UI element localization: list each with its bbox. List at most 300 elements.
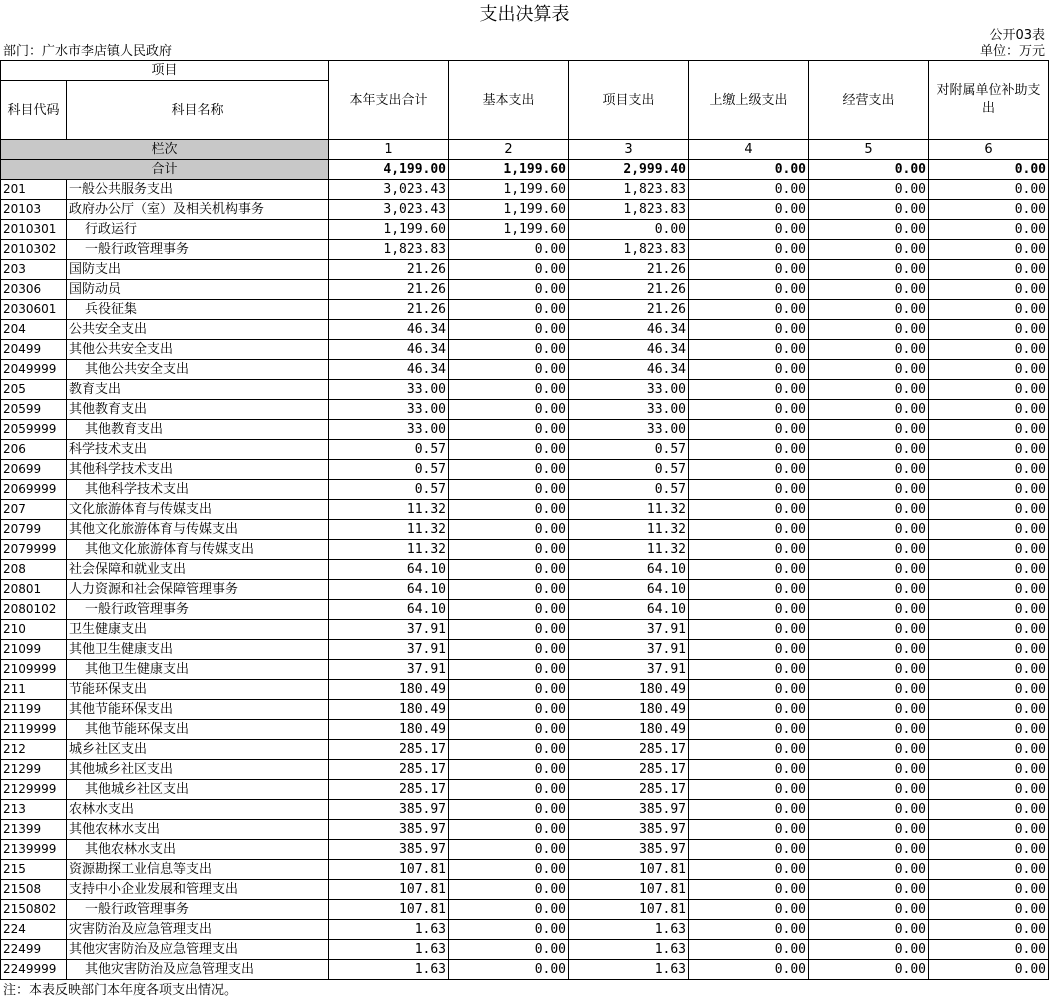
subject-code-cell[interactable]: 20699 — [1, 460, 67, 480]
subject-code-cell[interactable]: 20799 — [1, 520, 67, 540]
amount-cell[interactable]: 0.00 — [809, 840, 929, 860]
amount-cell[interactable]: 33.00 — [569, 380, 689, 400]
amount-cell[interactable]: 285.17 — [329, 740, 449, 760]
amount-cell[interactable]: 0.00 — [449, 240, 569, 260]
amount-cell[interactable]: 0.00 — [449, 960, 569, 980]
amount-cell[interactable]: 0.00 — [689, 760, 809, 780]
subject-name-cell[interactable]: 其他教育支出 — [67, 420, 329, 440]
subject-code-cell[interactable]: 2119999 — [1, 720, 67, 740]
subject-code-cell[interactable]: 215 — [1, 860, 67, 880]
amount-cell[interactable]: 64.10 — [569, 600, 689, 620]
amount-cell[interactable]: 0.00 — [929, 840, 1049, 860]
amount-cell[interactable]: 0.00 — [809, 760, 929, 780]
subject-code-cell[interactable]: 2059999 — [1, 420, 67, 440]
amount-cell[interactable]: 0.57 — [569, 480, 689, 500]
subject-name-cell[interactable]: 其他文化旅游体育与传媒支出 — [67, 540, 329, 560]
amount-cell[interactable]: 0.00 — [929, 920, 1049, 940]
amount-cell[interactable]: 0.00 — [929, 680, 1049, 700]
subject-name-cell[interactable]: 其他农林水支出 — [67, 840, 329, 860]
amount-cell[interactable]: 0.00 — [929, 280, 1049, 300]
subject-name-cell[interactable]: 其他教育支出 — [67, 400, 329, 420]
amount-cell[interactable]: 385.97 — [329, 800, 449, 820]
amount-cell[interactable]: 1.63 — [569, 920, 689, 940]
subject-name-cell[interactable]: 灾害防治及应急管理支出 — [67, 920, 329, 940]
subject-code-cell[interactable]: 2049999 — [1, 360, 67, 380]
amount-cell[interactable]: 1,199.60 — [449, 180, 569, 200]
amount-cell[interactable]: 0.00 — [929, 900, 1049, 920]
amount-cell[interactable]: 0.00 — [809, 500, 929, 520]
subject-code-cell[interactable]: 2129999 — [1, 780, 67, 800]
amount-cell[interactable]: 11.32 — [569, 500, 689, 520]
amount-cell[interactable]: 0.00 — [929, 580, 1049, 600]
amount-cell[interactable]: 0.00 — [689, 740, 809, 760]
amount-cell[interactable]: 37.91 — [329, 660, 449, 680]
subject-name-cell[interactable]: 其他城乡社区支出 — [67, 780, 329, 800]
amount-cell[interactable]: 0.00 — [449, 720, 569, 740]
amount-cell[interactable]: 0.00 — [689, 880, 809, 900]
amount-cell[interactable]: 0.00 — [689, 620, 809, 640]
amount-cell[interactable]: 0.00 — [689, 320, 809, 340]
subject-name-cell[interactable]: 其他文化旅游体育与传媒支出 — [67, 520, 329, 540]
subject-name-cell[interactable]: 人力资源和社会保障管理事务 — [67, 580, 329, 600]
amount-cell[interactable]: 0.00 — [689, 280, 809, 300]
amount-cell[interactable]: 0.00 — [689, 260, 809, 280]
amount-cell[interactable]: 0.00 — [449, 340, 569, 360]
amount-cell[interactable]: 0.00 — [809, 580, 929, 600]
amount-cell[interactable]: 0.00 — [929, 960, 1049, 980]
amount-cell[interactable]: 64.10 — [329, 580, 449, 600]
amount-cell[interactable]: 0.00 — [689, 520, 809, 540]
amount-cell[interactable]: 0.00 — [689, 200, 809, 220]
amount-cell[interactable]: 0.00 — [689, 660, 809, 680]
amount-cell[interactable]: 0.00 — [449, 300, 569, 320]
amount-cell[interactable]: 0.00 — [809, 320, 929, 340]
amount-cell[interactable]: 180.49 — [569, 700, 689, 720]
amount-cell[interactable]: 0.00 — [929, 740, 1049, 760]
amount-cell[interactable]: 0.00 — [929, 240, 1049, 260]
amount-cell[interactable]: 21.26 — [329, 280, 449, 300]
amount-cell[interactable]: 0.57 — [569, 440, 689, 460]
amount-cell[interactable]: 0.00 — [809, 360, 929, 380]
amount-cell[interactable]: 33.00 — [329, 420, 449, 440]
amount-cell[interactable]: 0.00 — [929, 640, 1049, 660]
amount-cell[interactable]: 0.00 — [449, 400, 569, 420]
subject-code-cell[interactable]: 20306 — [1, 280, 67, 300]
amount-cell[interactable]: 11.32 — [329, 540, 449, 560]
amount-cell[interactable]: 0.00 — [929, 360, 1049, 380]
amount-cell[interactable]: 37.91 — [569, 620, 689, 640]
amount-cell[interactable]: 0.00 — [809, 400, 929, 420]
subject-code-cell[interactable]: 20599 — [1, 400, 67, 420]
subject-name-cell[interactable]: 其他灾害防治及应急管理支出 — [67, 940, 329, 960]
amount-cell[interactable]: 1,199.60 — [449, 200, 569, 220]
subject-name-cell[interactable]: 一般行政管理事务 — [67, 240, 329, 260]
amount-cell[interactable]: 0.00 — [929, 540, 1049, 560]
amount-cell[interactable]: 1,823.83 — [329, 240, 449, 260]
amount-cell[interactable]: 385.97 — [569, 820, 689, 840]
subject-name-cell[interactable]: 农林水支出 — [67, 800, 329, 820]
amount-cell[interactable]: 0.00 — [449, 620, 569, 640]
amount-cell[interactable]: 0.00 — [689, 840, 809, 860]
subject-code-cell[interactable]: 203 — [1, 260, 67, 280]
subject-code-cell[interactable]: 211 — [1, 680, 67, 700]
subject-name-cell[interactable]: 政府办公厅（室）及相关机构事务 — [67, 200, 329, 220]
subject-name-cell[interactable]: 其他卫生健康支出 — [67, 660, 329, 680]
amount-cell[interactable]: 11.32 — [329, 500, 449, 520]
amount-cell[interactable]: 0.00 — [809, 780, 929, 800]
amount-cell[interactable]: 0.00 — [689, 960, 809, 980]
amount-cell[interactable]: 0.00 — [929, 760, 1049, 780]
amount-cell[interactable]: 0.00 — [929, 480, 1049, 500]
amount-cell[interactable]: 107.81 — [329, 880, 449, 900]
amount-cell[interactable]: 0.00 — [689, 800, 809, 820]
amount-cell[interactable]: 0.00 — [689, 180, 809, 200]
subject-code-cell[interactable]: 21099 — [1, 640, 67, 660]
amount-cell[interactable]: 0.00 — [449, 920, 569, 940]
amount-cell[interactable]: 0.00 — [929, 340, 1049, 360]
amount-cell[interactable]: 0.00 — [929, 180, 1049, 200]
amount-cell[interactable]: 33.00 — [329, 380, 449, 400]
amount-cell[interactable]: 0.00 — [929, 660, 1049, 680]
amount-cell[interactable]: 0.00 — [449, 660, 569, 680]
amount-cell[interactable]: 180.49 — [569, 680, 689, 700]
amount-cell[interactable]: 0.00 — [929, 800, 1049, 820]
subject-name-cell[interactable]: 公共安全支出 — [67, 320, 329, 340]
amount-cell[interactable]: 0.00 — [809, 880, 929, 900]
subject-code-cell[interactable]: 2109999 — [1, 660, 67, 680]
amount-cell[interactable]: 0.00 — [689, 540, 809, 560]
amount-cell[interactable]: 0.00 — [809, 440, 929, 460]
amount-cell[interactable]: 0.00 — [689, 460, 809, 480]
amount-cell[interactable]: 0.00 — [449, 480, 569, 500]
amount-cell[interactable]: 0.00 — [809, 520, 929, 540]
amount-cell[interactable]: 0.00 — [449, 760, 569, 780]
amount-cell[interactable]: 0.00 — [449, 500, 569, 520]
amount-cell[interactable]: 21.26 — [329, 300, 449, 320]
amount-cell[interactable]: 0.00 — [449, 580, 569, 600]
amount-cell[interactable]: 0.00 — [689, 340, 809, 360]
subject-code-cell[interactable]: 2069999 — [1, 480, 67, 500]
amount-cell[interactable]: 385.97 — [329, 840, 449, 860]
amount-cell[interactable]: 0.00 — [809, 340, 929, 360]
subject-code-cell[interactable]: 2030601 — [1, 300, 67, 320]
amount-cell[interactable]: 385.97 — [569, 840, 689, 860]
subject-code-cell[interactable]: 212 — [1, 740, 67, 760]
subject-name-cell[interactable]: 其他灾害防治及应急管理支出 — [67, 960, 329, 980]
subject-code-cell[interactable]: 20499 — [1, 340, 67, 360]
amount-cell[interactable]: 0.00 — [929, 720, 1049, 740]
amount-cell[interactable]: 1,823.83 — [569, 240, 689, 260]
amount-cell[interactable]: 37.91 — [569, 660, 689, 680]
amount-cell[interactable]: 64.10 — [569, 580, 689, 600]
amount-cell[interactable]: 0.00 — [809, 560, 929, 580]
amount-cell[interactable]: 0.00 — [449, 380, 569, 400]
subject-code-cell[interactable]: 205 — [1, 380, 67, 400]
amount-cell[interactable]: 33.00 — [569, 420, 689, 440]
amount-cell[interactable]: 285.17 — [569, 780, 689, 800]
subject-name-cell[interactable]: 城乡社区支出 — [67, 740, 329, 760]
amount-cell[interactable]: 0.00 — [449, 600, 569, 620]
amount-cell[interactable]: 0.00 — [689, 920, 809, 940]
amount-cell[interactable]: 0.00 — [929, 460, 1049, 480]
amount-cell[interactable]: 21.26 — [329, 260, 449, 280]
amount-cell[interactable]: 0.00 — [569, 220, 689, 240]
amount-cell[interactable]: 21.26 — [569, 300, 689, 320]
subject-code-cell[interactable]: 2010301 — [1, 220, 67, 240]
amount-cell[interactable]: 1.63 — [329, 920, 449, 940]
amount-cell[interactable]: 107.81 — [569, 880, 689, 900]
amount-cell[interactable]: 0.00 — [809, 900, 929, 920]
amount-cell[interactable]: 0.00 — [809, 480, 929, 500]
amount-cell[interactable]: 0.00 — [689, 940, 809, 960]
amount-cell[interactable]: 0.00 — [449, 460, 569, 480]
subject-code-cell[interactable]: 21299 — [1, 760, 67, 780]
subject-name-cell[interactable]: 其他公共安全支出 — [67, 360, 329, 380]
amount-cell[interactable]: 385.97 — [329, 820, 449, 840]
amount-cell[interactable]: 0.00 — [809, 920, 929, 940]
amount-cell[interactable]: 0.00 — [929, 260, 1049, 280]
amount-cell[interactable]: 0.00 — [809, 680, 929, 700]
amount-cell[interactable]: 0.57 — [329, 440, 449, 460]
amount-cell[interactable]: 0.00 — [929, 620, 1049, 640]
amount-cell[interactable]: 0.00 — [689, 220, 809, 240]
amount-cell[interactable]: 0.00 — [809, 740, 929, 760]
subject-name-cell[interactable]: 一般行政管理事务 — [67, 600, 329, 620]
amount-cell[interactable]: 37.91 — [569, 640, 689, 660]
amount-cell[interactable]: 0.00 — [929, 220, 1049, 240]
amount-cell[interactable]: 0.00 — [449, 740, 569, 760]
amount-cell[interactable]: 0.00 — [809, 540, 929, 560]
amount-cell[interactable]: 0.00 — [809, 240, 929, 260]
amount-cell[interactable]: 180.49 — [329, 700, 449, 720]
amount-cell[interactable]: 0.00 — [929, 500, 1049, 520]
subject-name-cell[interactable]: 其他卫生健康支出 — [67, 640, 329, 660]
amount-cell[interactable]: 0.00 — [689, 360, 809, 380]
amount-cell[interactable]: 0.00 — [929, 520, 1049, 540]
amount-cell[interactable]: 1,199.60 — [449, 220, 569, 240]
amount-cell[interactable]: 0.00 — [929, 780, 1049, 800]
amount-cell[interactable]: 0.00 — [449, 360, 569, 380]
amount-cell[interactable]: 0.00 — [929, 860, 1049, 880]
amount-cell[interactable]: 37.91 — [329, 620, 449, 640]
subject-code-cell[interactable]: 2150802 — [1, 900, 67, 920]
amount-cell[interactable]: 11.32 — [569, 520, 689, 540]
amount-cell[interactable]: 0.00 — [689, 380, 809, 400]
amount-cell[interactable]: 0.00 — [809, 800, 929, 820]
amount-cell[interactable]: 46.34 — [329, 340, 449, 360]
amount-cell[interactable]: 0.00 — [449, 860, 569, 880]
amount-cell[interactable]: 1,199.60 — [329, 220, 449, 240]
amount-cell[interactable]: 0.00 — [929, 700, 1049, 720]
amount-cell[interactable]: 0.00 — [809, 300, 929, 320]
amount-cell[interactable]: 0.00 — [809, 720, 929, 740]
amount-cell[interactable]: 0.00 — [809, 660, 929, 680]
subject-code-cell[interactable]: 21399 — [1, 820, 67, 840]
amount-cell[interactable]: 0.00 — [449, 420, 569, 440]
subject-name-cell[interactable]: 资源勘探工业信息等支出 — [67, 860, 329, 880]
amount-cell[interactable]: 0.00 — [449, 780, 569, 800]
amount-cell[interactable]: 33.00 — [569, 400, 689, 420]
amount-cell[interactable]: 285.17 — [329, 780, 449, 800]
amount-cell[interactable]: 0.00 — [809, 700, 929, 720]
amount-cell[interactable]: 0.00 — [929, 420, 1049, 440]
amount-cell[interactable]: 0.00 — [689, 640, 809, 660]
subject-code-cell[interactable]: 2079999 — [1, 540, 67, 560]
subject-name-cell[interactable]: 一般行政管理事务 — [67, 900, 329, 920]
amount-cell[interactable]: 0.00 — [809, 960, 929, 980]
amount-cell[interactable]: 0.00 — [689, 560, 809, 580]
amount-cell[interactable]: 0.00 — [929, 300, 1049, 320]
amount-cell[interactable]: 0.00 — [689, 900, 809, 920]
subject-code-cell[interactable]: 207 — [1, 500, 67, 520]
amount-cell[interactable]: 1.63 — [569, 940, 689, 960]
amount-cell[interactable]: 37.91 — [329, 640, 449, 660]
amount-cell[interactable]: 11.32 — [569, 540, 689, 560]
subject-name-cell[interactable]: 社会保障和就业支出 — [67, 560, 329, 580]
amount-cell[interactable]: 0.00 — [929, 200, 1049, 220]
subject-name-cell[interactable]: 其他城乡社区支出 — [67, 760, 329, 780]
subject-name-cell[interactable]: 行政运行 — [67, 220, 329, 240]
amount-cell[interactable]: 46.34 — [569, 340, 689, 360]
amount-cell[interactable]: 46.34 — [569, 360, 689, 380]
subject-name-cell[interactable]: 文化旅游体育与传媒支出 — [67, 500, 329, 520]
amount-cell[interactable]: 0.00 — [449, 440, 569, 460]
subject-name-cell[interactable]: 其他科学技术支出 — [67, 480, 329, 500]
subject-name-cell[interactable]: 其他节能环保支出 — [67, 700, 329, 720]
amount-cell[interactable]: 21.26 — [569, 280, 689, 300]
amount-cell[interactable]: 0.00 — [809, 200, 929, 220]
amount-cell[interactable]: 0.00 — [689, 780, 809, 800]
amount-cell[interactable]: 1.63 — [329, 940, 449, 960]
amount-cell[interactable]: 0.00 — [449, 280, 569, 300]
amount-cell[interactable]: 0.00 — [929, 440, 1049, 460]
subject-name-cell[interactable]: 节能环保支出 — [67, 680, 329, 700]
amount-cell[interactable]: 107.81 — [329, 900, 449, 920]
amount-cell[interactable]: 0.00 — [449, 820, 569, 840]
amount-cell[interactable]: 0.00 — [809, 380, 929, 400]
amount-cell[interactable]: 0.00 — [929, 600, 1049, 620]
subject-code-cell[interactable]: 206 — [1, 440, 67, 460]
subject-name-cell[interactable]: 其他公共安全支出 — [67, 340, 329, 360]
subject-code-cell[interactable]: 2139999 — [1, 840, 67, 860]
amount-cell[interactable]: 3,023.43 — [329, 200, 449, 220]
amount-cell[interactable]: 46.34 — [329, 360, 449, 380]
amount-cell[interactable]: 0.00 — [689, 580, 809, 600]
amount-cell[interactable]: 0.00 — [449, 560, 569, 580]
amount-cell[interactable]: 0.00 — [449, 700, 569, 720]
amount-cell[interactable]: 285.17 — [569, 760, 689, 780]
amount-cell[interactable]: 0.00 — [929, 880, 1049, 900]
amount-cell[interactable]: 0.00 — [449, 640, 569, 660]
subject-code-cell[interactable]: 2010302 — [1, 240, 67, 260]
amount-cell[interactable]: 0.00 — [929, 820, 1049, 840]
amount-cell[interactable]: 0.00 — [449, 800, 569, 820]
amount-cell[interactable]: 0.00 — [449, 520, 569, 540]
amount-cell[interactable]: 0.00 — [929, 380, 1049, 400]
amount-cell[interactable]: 0.00 — [689, 720, 809, 740]
amount-cell[interactable]: 0.00 — [689, 400, 809, 420]
subject-name-cell[interactable]: 科学技术支出 — [67, 440, 329, 460]
amount-cell[interactable]: 0.57 — [569, 460, 689, 480]
amount-cell[interactable]: 285.17 — [569, 740, 689, 760]
amount-cell[interactable]: 0.00 — [449, 320, 569, 340]
amount-cell[interactable]: 0.00 — [449, 940, 569, 960]
amount-cell[interactable]: 107.81 — [329, 860, 449, 880]
amount-cell[interactable]: 0.00 — [929, 400, 1049, 420]
subject-code-cell[interactable]: 2249999 — [1, 960, 67, 980]
subject-name-cell[interactable]: 支持中小企业发展和管理支出 — [67, 880, 329, 900]
amount-cell[interactable]: 0.00 — [689, 500, 809, 520]
subject-name-cell[interactable]: 一般公共服务支出 — [67, 180, 329, 200]
amount-cell[interactable]: 0.00 — [929, 320, 1049, 340]
amount-cell[interactable]: 107.81 — [569, 860, 689, 880]
amount-cell[interactable]: 21.26 — [569, 260, 689, 280]
amount-cell[interactable]: 180.49 — [329, 720, 449, 740]
amount-cell[interactable]: 180.49 — [569, 720, 689, 740]
subject-name-cell[interactable]: 卫生健康支出 — [67, 620, 329, 640]
subject-name-cell[interactable]: 兵役征集 — [67, 300, 329, 320]
amount-cell[interactable]: 0.00 — [689, 680, 809, 700]
amount-cell[interactable]: 0.00 — [809, 260, 929, 280]
amount-cell[interactable]: 107.81 — [569, 900, 689, 920]
amount-cell[interactable]: 11.32 — [329, 520, 449, 540]
amount-cell[interactable]: 0.00 — [809, 460, 929, 480]
subject-name-cell[interactable]: 教育支出 — [67, 380, 329, 400]
subject-code-cell[interactable]: 2080102 — [1, 600, 67, 620]
amount-cell[interactable]: 0.00 — [809, 280, 929, 300]
subject-code-cell[interactable]: 213 — [1, 800, 67, 820]
amount-cell[interactable]: 0.00 — [689, 300, 809, 320]
amount-cell[interactable]: 0.00 — [689, 240, 809, 260]
subject-code-cell[interactable]: 204 — [1, 320, 67, 340]
amount-cell[interactable]: 0.00 — [449, 900, 569, 920]
amount-cell[interactable]: 0.00 — [809, 220, 929, 240]
amount-cell[interactable]: 0.00 — [689, 480, 809, 500]
amount-cell[interactable]: 0.00 — [929, 560, 1049, 580]
subject-name-cell[interactable]: 其他节能环保支出 — [67, 720, 329, 740]
amount-cell[interactable]: 180.49 — [329, 680, 449, 700]
amount-cell[interactable]: 0.00 — [689, 440, 809, 460]
amount-cell[interactable]: 0.00 — [689, 420, 809, 440]
amount-cell[interactable]: 0.00 — [809, 420, 929, 440]
amount-cell[interactable]: 0.00 — [689, 600, 809, 620]
amount-cell[interactable]: 0.00 — [809, 940, 929, 960]
amount-cell[interactable]: 3,023.43 — [329, 180, 449, 200]
amount-cell[interactable]: 0.00 — [449, 260, 569, 280]
amount-cell[interactable]: 0.00 — [689, 700, 809, 720]
subject-code-cell[interactable]: 210 — [1, 620, 67, 640]
subject-code-cell[interactable]: 22499 — [1, 940, 67, 960]
subject-code-cell[interactable]: 21199 — [1, 700, 67, 720]
amount-cell[interactable]: 285.17 — [329, 760, 449, 780]
amount-cell[interactable]: 0.57 — [329, 480, 449, 500]
amount-cell[interactable]: 1,823.83 — [569, 180, 689, 200]
amount-cell[interactable]: 0.00 — [809, 600, 929, 620]
subject-name-cell[interactable]: 国防动员 — [67, 280, 329, 300]
amount-cell[interactable]: 0.00 — [689, 820, 809, 840]
amount-cell[interactable]: 64.10 — [329, 600, 449, 620]
amount-cell[interactable]: 0.57 — [329, 460, 449, 480]
amount-cell[interactable]: 33.00 — [329, 400, 449, 420]
amount-cell[interactable]: 46.34 — [569, 320, 689, 340]
amount-cell[interactable]: 0.00 — [929, 940, 1049, 960]
subject-name-cell[interactable]: 其他科学技术支出 — [67, 460, 329, 480]
subject-name-cell[interactable]: 其他农林水支出 — [67, 820, 329, 840]
amount-cell[interactable]: 64.10 — [329, 560, 449, 580]
amount-cell[interactable]: 0.00 — [449, 680, 569, 700]
subject-name-cell[interactable]: 国防支出 — [67, 260, 329, 280]
amount-cell[interactable]: 0.00 — [809, 860, 929, 880]
